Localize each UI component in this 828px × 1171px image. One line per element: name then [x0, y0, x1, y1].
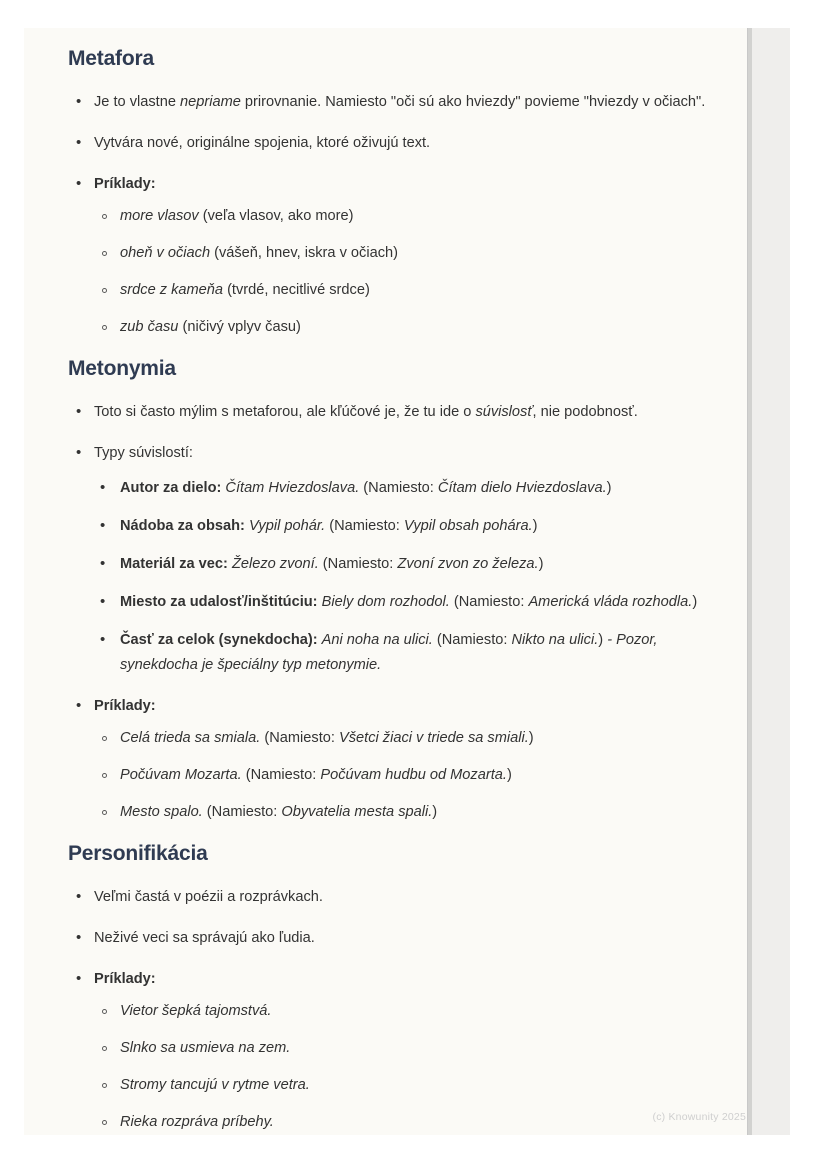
nested-bullet-list	[94, 476, 708, 678]
list-item	[68, 441, 708, 678]
section	[68, 46, 708, 340]
nested-list-item-text: Materiál za vec: Železo zvoní. (Namiesto: Zvoní zvon zo železa.)	[120, 556, 544, 572]
nested-list-item	[94, 204, 708, 229]
list-item-text: Príklady:	[94, 971, 156, 987]
nested-list-item-text: Časť za celok (synekdocha): Ani noha na ulici. (Namiesto: Nikto na ulici.) - Pozor, synekdocha je špeciálny typ metonymie.	[120, 632, 658, 673]
nested-list-item	[94, 315, 708, 340]
section-heading: Metonymia	[68, 357, 176, 380]
nested-list-item	[94, 1110, 708, 1135]
section-heading: Personifikácia	[68, 842, 208, 865]
list-item	[68, 694, 708, 825]
list-item-text: Toto si často mýlim s metaforou, ale kľúčové je, že tu ide o súvislosť, nie podobnosť.	[94, 404, 638, 420]
document-page	[24, 28, 790, 1135]
section	[68, 841, 708, 1135]
nested-list-item-text: Stromy tancujú v rytme vetra.	[120, 1077, 310, 1093]
list-item-text: Príklady:	[94, 698, 156, 714]
nested-list-item-text: zub času (ničivý vplyv času)	[120, 319, 301, 335]
nested-list-item-text: Počúvam Mozarta. (Namiesto: Počúvam hudbu od Mozarta.)	[120, 767, 512, 783]
list-item-text: Veľmi častá v poézii a rozprávkach.	[94, 889, 323, 905]
nested-list-item	[94, 763, 708, 788]
list-item	[68, 400, 708, 425]
list-item-text: Typy súvislostí:	[94, 445, 193, 461]
nested-list-item-text: Nádoba za obsah: Vypil pohár. (Namiesto: Vypil obsah pohára.)	[120, 518, 538, 534]
nested-list-item-text: Miesto za udalosť/inštitúciu: Biely dom rozhodol. (Namiesto: Americká vláda rozhodla.)	[120, 594, 698, 610]
nested-list-item-text: Slnko sa usmieva na zem.	[120, 1040, 291, 1056]
nested-list-item-text: more vlasov (veľa vlasov, ako more)	[120, 208, 354, 224]
nested-list-item	[94, 800, 708, 825]
nested-bullet-list	[94, 999, 708, 1135]
list-item	[68, 885, 708, 910]
nested-list-item-text: Mesto spalo. (Namiesto: Obyvatelia mesta spali.)	[120, 804, 438, 820]
document-page-content	[24, 28, 748, 1135]
nested-bullet-list	[94, 726, 708, 825]
list-item	[68, 967, 708, 1135]
nested-list-item	[94, 628, 708, 678]
vertical-scrollbar-track[interactable]	[747, 28, 790, 1135]
section	[68, 356, 708, 825]
list-item	[68, 172, 708, 340]
bullet-list	[68, 400, 708, 825]
section-heading: Metafora	[68, 47, 154, 70]
copyright-watermark: (c) Knowunity 2025	[652, 1111, 746, 1123]
list-item-text: Vytvára nové, originálne spojenia, ktoré oživujú text.	[94, 135, 431, 151]
nested-list-item-text: Celá trieda sa smiala. (Namiesto: Všetci žiaci v triede sa smiali.)	[120, 730, 534, 746]
nested-list-item	[94, 590, 708, 615]
nested-list-item	[94, 1036, 708, 1061]
nested-bullet-list	[94, 204, 708, 340]
nested-list-item	[94, 726, 708, 751]
list-item-text: Je to vlastne nepriame prirovnanie. Namiesto "oči sú ako hviezdy" povieme "hviezdy v očiach".	[94, 94, 706, 110]
bullet-list	[68, 885, 708, 1135]
nested-list-item-text: Rieka rozpráva príbehy.	[120, 1114, 274, 1130]
nested-list-item-text: srdce z kameňa (tvrdé, necitlivé srdce)	[120, 282, 370, 298]
vertical-scrollbar-thumb[interactable]	[748, 28, 752, 1135]
nested-list-item	[94, 241, 708, 266]
list-item	[68, 90, 708, 115]
bullet-list	[68, 90, 708, 340]
nested-list-item	[94, 999, 708, 1024]
nested-list-item	[94, 1073, 708, 1098]
list-item	[68, 131, 708, 156]
nested-list-item-text: Vietor šepká tajomstvá.	[120, 1003, 272, 1019]
nested-list-item-text: oheň v očiach (vášeň, hnev, iskra v očiach)	[120, 245, 398, 261]
nested-list-item	[94, 514, 708, 539]
list-item-text: Príklady:	[94, 176, 156, 192]
nested-list-item-text: Autor za dielo: Čítam Hviezdoslava. (Namiesto: Čítam dielo Hviezdoslava.)	[120, 480, 612, 496]
list-item-text: Neživé veci sa správajú ako ľudia.	[94, 930, 315, 946]
nested-list-item	[94, 552, 708, 577]
nested-list-item	[94, 278, 708, 303]
notes-content	[24, 28, 748, 1135]
nested-list-item	[94, 476, 708, 501]
list-item	[68, 926, 708, 951]
